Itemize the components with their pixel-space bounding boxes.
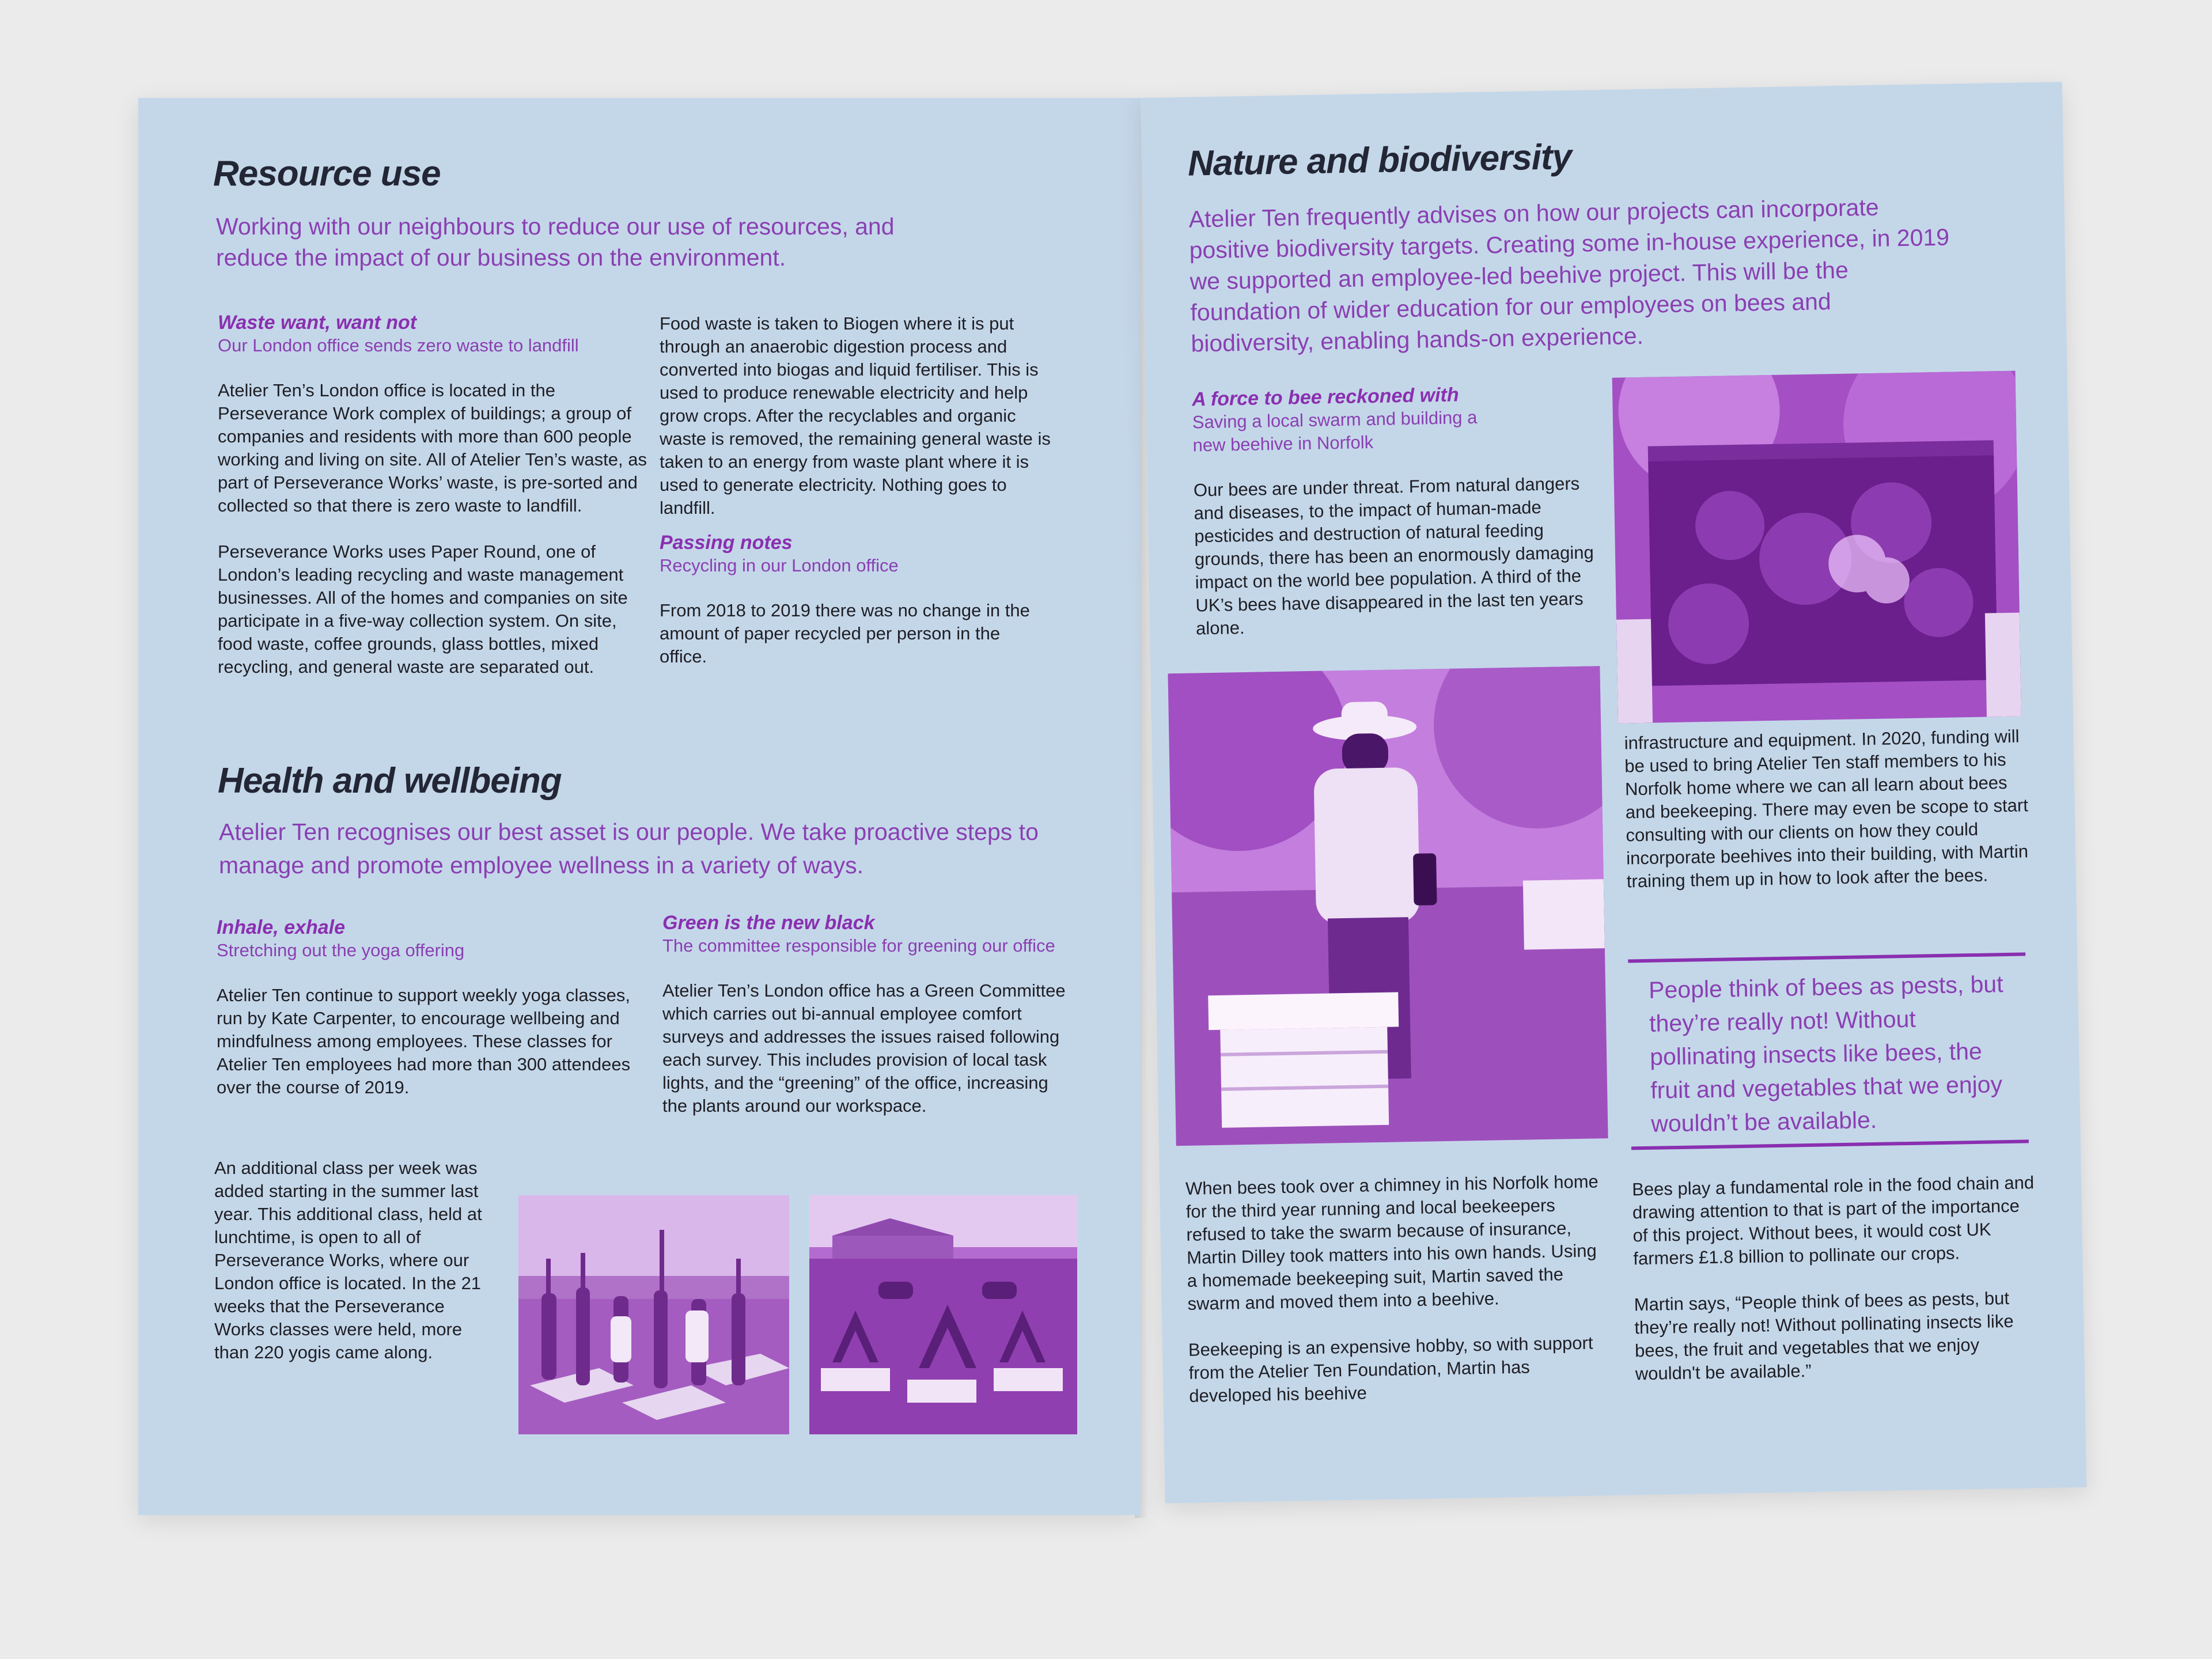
waste-paragraph-2: Perseverance Works uses Paper Round, one of London’s leading recycling and waste management businesses. All of the homes and companies on site participate in a five-way collection system. On site, food waste, coffee grounds, glass bottles, mixed recycling, and general waste are separated out. [218,541,628,677]
yoga-photo-1 [518,1195,789,1434]
yoga-photo-2 [809,1195,1077,1434]
force-column [1192,381,1617,664]
waste-subtitle: Our London office sends zero waste to landfill [218,335,579,355]
inhale-paragraph-1: Atelier Ten continue to support weekly yoga classes, run by Kate Carpenter, to encourage wellbeing and mindfulness among employees. These classes for Atelier Ten employees had more than 300 attendees over the course of 2019. [217,985,631,1097]
force-title: A force to bee reckoned with [1191,384,1459,411]
pullquote-bottom-rule [1631,1139,2029,1150]
inhale-column [217,916,631,1122]
right-page [1141,82,2086,1503]
nature-biodiversity-intro: Atelier Ten frequently advises on how our projects can incorporate positive biodiversity targets. Creating some in-house experience, in 2019 we supported an employee-led beehive project. This will be the foundation of wider education for our employees on bees and biodiversity, enabling hands-on experience. [1188,194,1950,357]
beekeeper-photo [1168,666,1608,1146]
chimney-paragraph-1: When bees took over a chimney in his Norfolk home for the third year running and local beekeepers refused to take the swarm because of insurance, Martin Dilley took matters into his own hands. Using a homemade beekeeping suit, Martin saved the swarm and moved them into a beehive. [1185,1171,1599,1314]
passing-notes-paragraph: From 2018 to 2019 there was no change in the amount of paper recycled per person in the office. [660,600,1030,666]
waste-title: Waste want, want not [218,312,417,334]
inhale-paragraph-2: An additional class per week was added starting in the summer last year. This additional class, held at lunchtime, is open to all of Perseverance Works, where our London office is located. In the 21 weeks that the Perseverance Works classes were held, more than 220 yogis came along. [214,1158,482,1362]
force-paragraph: Our bees are under threat. From natural dangers and diseases, to the impact of human-made pesticides and destruction of natural feeding grounds, there has been an enormously damaging impact on the world bee population. A third of the UK’s bees have disappeared in the last ten years alone. [1193,473,1594,639]
force-subtitle: Saving a local swarm and building a new beehive in Norfolk [1192,407,1478,456]
passing-notes-title: Passing notes [660,532,793,554]
honeycomb-frame-photo [1612,371,2021,724]
green-title: Green is the new black [662,912,875,934]
inhale-column-continued [214,1157,488,1387]
resource-use-intro: Working with our neighbours to reduce our use of resources, and reduce the impact of our business on the environment. [216,213,895,271]
green-column [662,911,1066,1141]
pullquote-block [1649,967,2020,1141]
infrastructure-column [1624,725,2030,916]
resource-use-heading: Resource use [213,154,441,194]
food-waste-paragraph: Food waste is taken to Biogen where it is put through an anaerobic digestion process and converted into biogas and liquid fertiliser. This is used to produce renewable electricity and help grow crops. After the recyclables and organic waste is removed, the remaining general waste is taken to an energy from waste plant where it is used to generate electricity. Nothing goes to landfill. [660,313,1051,518]
waste-paragraph-1: Atelier Ten’s London office is located in the Perseverance Work complex of buildings; a group of companies and residents with more than 600 people working and living on site. All of Atelier Ten’s waste, as part of Perseverance Works’ waste, is pre-sorted and collected so that there is zero waste to landfill. [218,380,647,516]
left-page [138,98,1141,1515]
green-paragraph: Atelier Ten’s London office has a Green Committee which carries out bi-annual employee comfort surveys and addresses the issues raised following each survey. This includes provision of local task lights, and the “greening” of the office, increasing the plants around our workspace. [662,980,1066,1116]
nature-biodiversity-heading: Nature and biodiversity [1187,137,1572,184]
health-wellbeing-intro: Atelier Ten recognises our best asset is our people. We take proactive steps to manage and promote employee wellness in a variety of ways. [219,819,1039,878]
pullquote-top-rule [1628,952,2025,963]
closing-paragraph-2: Martin says, “People think of bees as pests, but they’re really not! Without pollinating insects like bees, the fruit and vegetables that we enjoy wouldn't be available.” [1634,1288,2014,1384]
chimney-paragraph-2: Beekeeping is an expensive hobby, so with support from the Atelier Ten Foundation, Martin has developed his beehive [1188,1332,1593,1406]
food-column [660,312,1051,691]
green-subtitle: The committee responsible for greening our office [662,935,1055,956]
infrastructure-paragraph: infrastructure and equipment. In 2020, funding will be used to bring Atelier Ten staff members to his Norfolk home where we can all learn about bees and beekeeping. There may even be scope to start consulting with our clients on how they could incorporate beehives into their building, with Martin training them up in how to look after the bees. [1624,726,2029,892]
pullquote-text: People think of bees as pests, but they’re really not! Without pollinating insects like bees, the fruit and vegetables that we enjoy wouldn’t be available. [1648,971,2003,1137]
chimney-column [1185,1170,1611,1431]
closing-column [1632,1171,2039,1408]
inhale-subtitle: Stretching out the yoga offering [217,940,465,960]
waste-column [218,311,647,702]
health-wellbeing-heading: Health and wellbeing [218,761,562,801]
inhale-title: Inhale, exhale [217,916,345,938]
passing-notes-subtitle: Recycling in our London office [660,555,899,575]
closing-paragraph-1: Bees play a fundamental role in the food chain and drawing attention to that is part of the importance of this project. Without bees, it would cost UK farmers £1.8 billion to pollinate our crops. [1631,1172,2035,1269]
